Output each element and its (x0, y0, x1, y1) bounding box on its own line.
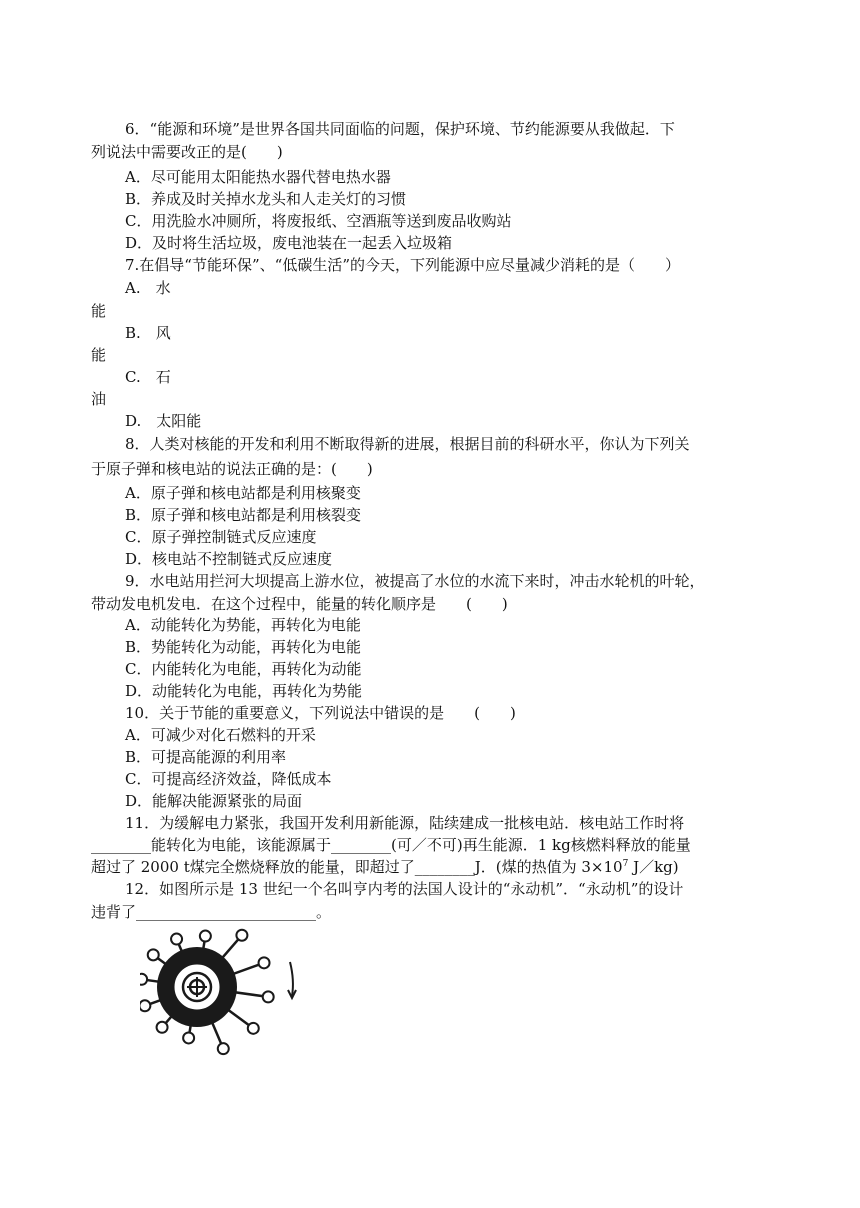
q7-option-a-wrap: 能 (91, 302, 107, 320)
wheel-ball (263, 991, 274, 1002)
wheel-ball (200, 931, 211, 942)
q6-option-c: C．用洗脸水冲厕所，将废报纸、空酒瓶等送到废品收购站 (125, 212, 512, 230)
q6-stem-line1: 6．“能源和环境”是世界各国共同面临的问题，保护环境、节约能源要从我做起．下 (125, 120, 675, 138)
q10-option-b: B．可提高能源的利用率 (125, 748, 287, 766)
q12-stem-line2: 违背了________________________。 (91, 903, 332, 921)
wheel-ball (171, 934, 182, 945)
q8-stem-line1: 8．人类对核能的开发和利用不断取得新的进展，根据目前的科研水平，你认为下列关 (125, 435, 690, 453)
q7-option-c: C. 石 (125, 368, 171, 386)
q6-option-d: D．及时将生活垃圾，废电池装在一起丢入垃圾箱 (125, 234, 453, 252)
wheel-ball (259, 957, 270, 968)
wheel-ball (140, 1000, 150, 1011)
q11-exponent: 7 (622, 859, 629, 869)
wheel-ball (248, 1023, 259, 1034)
q9-stem-line1: 9．水电站用拦河大坝提高上游水位，被提高了水位的水流下来时，冲击水轮机的叶轮， (125, 572, 705, 590)
q11-stem-line1: 11．为缓解电力紧张，我国开发利用新能源，陆续建成一批核电站．核电站工作时将 (125, 814, 685, 832)
wheel-ball (236, 930, 247, 941)
q10-stem: 10．关于节能的重要意义，下列说法中错误的是 ( ) (125, 704, 516, 722)
q7-option-d: D. 太阳能 (125, 412, 202, 430)
q8-stem-line2: 于原子弹和核电站的说法正确的是：( ) (91, 460, 373, 478)
q11-line3-unit: J／kg) (628, 858, 679, 876)
wheel-ball (140, 974, 147, 985)
q8-option-c: C．原子弹控制链式反应速度 (125, 528, 317, 546)
q7-stem: 7.在倡导“节能环保”、“低碳生活”的今天，下列能源中应尽量减少消耗的是（ ） (125, 256, 680, 274)
q11-stem-line3 (91, 856, 679, 878)
q10-option-c: C．可提高经济效益，降低成本 (125, 770, 332, 788)
q8-option-b: B．原子弹和核电站都是利用核裂变 (125, 506, 362, 524)
q6-option-b: B．养成及时关掉水龙头和人走关灯的习惯 (125, 190, 407, 208)
q7-option-b: B. 风 (125, 324, 171, 342)
q9-option-b: B．势能转化为动能，再转化为电能 (125, 638, 362, 656)
q9-option-c: C．内能转化为电能，再转化为动能 (125, 660, 362, 678)
wheel-ball (183, 1032, 194, 1043)
q6-stem-line2: 列说法中需要改正的是( ) (91, 143, 283, 161)
q9-option-d: D．动能转化为电能，再转化为势能 (125, 682, 363, 700)
q6-option-a: A．尽可能用太阳能热水器代替电热水器 (125, 168, 391, 186)
q10-option-d: D．能解决能源紧张的局面 (125, 792, 303, 810)
q7-option-a: A. 水 (125, 279, 171, 297)
q11-line3-text: 超过了 2000 t煤完全燃烧释放的能量，即超过了________J．(煤的热值为 3×10 (91, 858, 623, 876)
q8-option-a: A．原子弹和核电站都是利用核聚变 (125, 484, 361, 502)
q9-stem-line2: 带动发电机发电．在这个过程中，能量的转化顺序是 ( ) (91, 595, 508, 613)
q11-stem-line2: ________能转化为电能，该能源属于________(可／不可)再生能源．1 kg核燃料释放的能量 (91, 836, 691, 854)
q8-option-d: D．核电站不控制链式反应速度 (125, 550, 333, 568)
q7-option-b-wrap: 能 (91, 346, 107, 364)
wheel-ball (218, 1043, 229, 1054)
q10-option-a: A．可减少对化石燃料的开采 (125, 726, 316, 744)
perpetual-motion-wheel-icon (140, 924, 320, 1074)
q7-option-c-wrap: 油 (91, 390, 107, 408)
wheel-ball (148, 949, 159, 960)
q12-stem-line1: 12．如图所示是 13 世纪一个名叫亨内考的法国人设计的“永动机”．“永动机”的设计 (125, 880, 684, 898)
rotation-arrow-icon (290, 962, 293, 996)
wheel-ball (157, 1022, 168, 1033)
q9-option-a: A．动能转化为势能，再转化为电能 (125, 616, 361, 634)
